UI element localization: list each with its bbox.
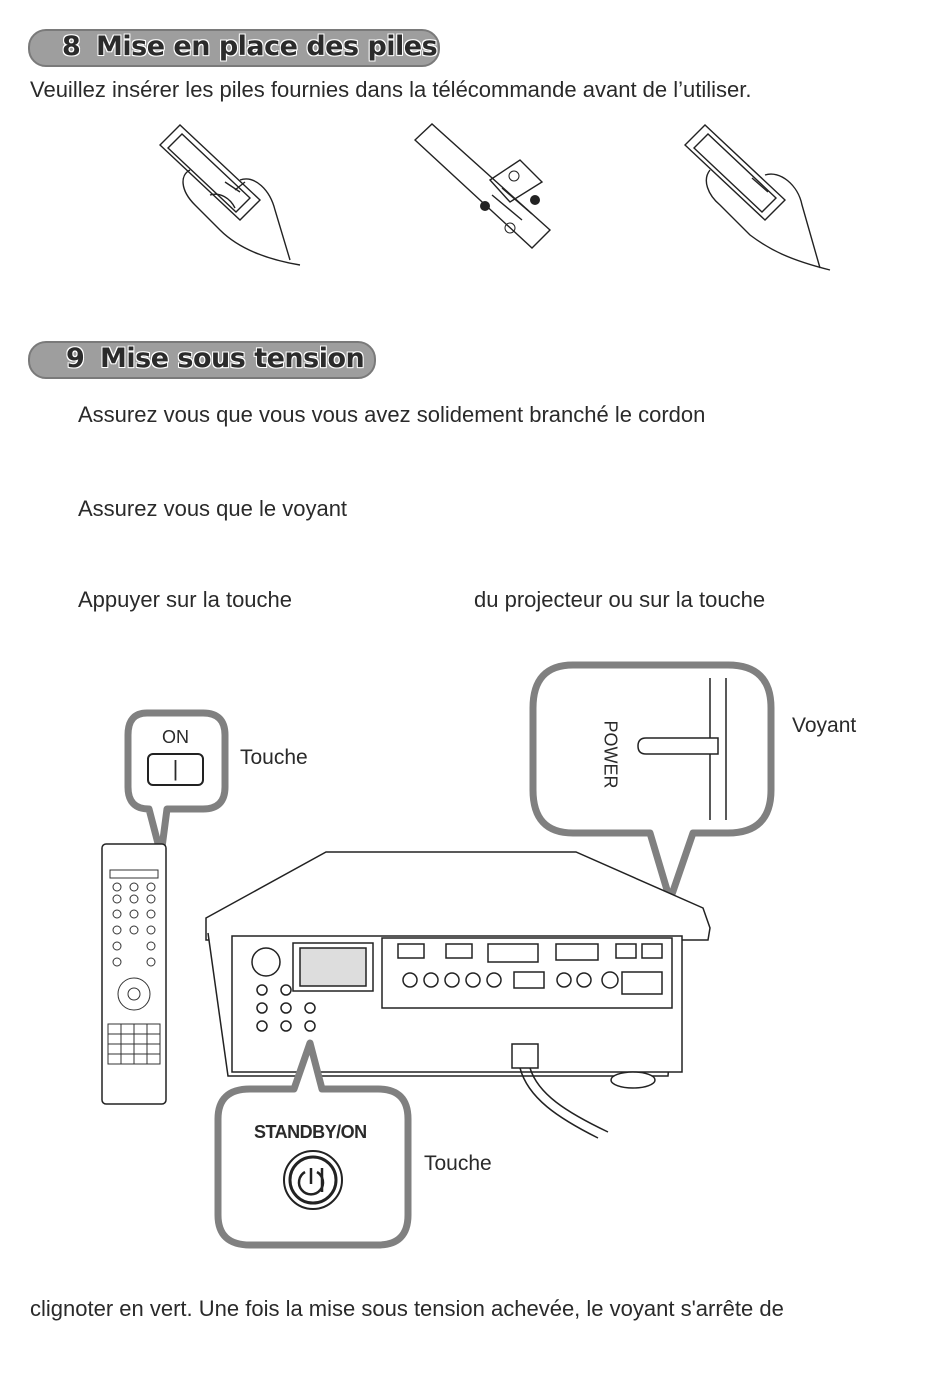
on-button-icon — [147, 753, 204, 786]
section-9-bottom-text: clignoter en vert. Une fois la mise sous tension achevée, le voyant s'arrête de — [30, 1296, 784, 1321]
touche-projector-label: Touche — [424, 1152, 492, 1175]
battery-step-3-illustration — [680, 120, 840, 270]
section-9-line-3a: Appuyer sur la touche — [78, 587, 293, 612]
remote-control-illustration — [100, 842, 170, 1107]
section-8-intro: Veuillez insérer les piles fournies dans la télécommande avant de l’utiliser. — [30, 77, 752, 102]
on-symbol: | — [172, 756, 179, 781]
power-label: POWER — [600, 720, 621, 789]
section-9-line-3b: du projecteur ou sur la touche — [474, 587, 766, 612]
on-label: ON — [162, 727, 189, 747]
standby-on-label: STANDBY/ON — [254, 1122, 367, 1142]
section-9-line-2: Assurez vous que le voyant — [78, 496, 348, 521]
battery-step-1-illustration — [150, 120, 310, 270]
touche-remote-label: Touche — [240, 746, 308, 769]
section-9-line-1: Assurez vous que vous vous avez solidement branché le cordon — [78, 402, 706, 427]
section-8-title: Mise en place des piles — [96, 31, 438, 62]
section-8-number: 8 — [62, 31, 81, 62]
standby-power-icon — [281, 1148, 345, 1212]
battery-step-2-illustration — [410, 120, 570, 260]
section-9-number: 9 — [66, 343, 85, 374]
section-9-title: Mise sous tension — [100, 343, 365, 374]
voyant-label: Voyant — [792, 714, 857, 737]
